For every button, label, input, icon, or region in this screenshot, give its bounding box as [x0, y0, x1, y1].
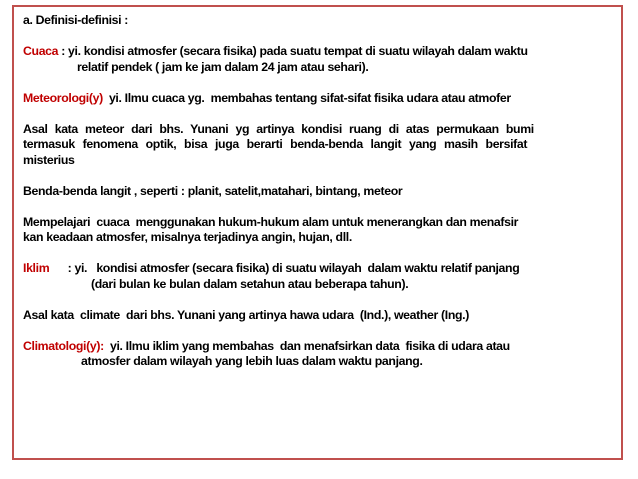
term-klimatologi: Climatologi(y): — [23, 338, 104, 353]
iklim-line1: : yi. kondisi atmosfer (secara fisika) di suatu wilayah dalam waktu relatif panjang — [49, 261, 520, 275]
slide-frame — [12, 5, 623, 460]
iklim-line2: (dari bulan ke bulan dalam setahun atau beberapa tahun). — [91, 276, 409, 291]
meteorologi-text: yi. Ilmu cuaca yg. membahas tentang sifat-sifat fisika udara atau atmofer — [102, 90, 511, 105]
mempelajari-line2: kan keadaan atmosfer, misalnya terjadinya angin, hujan, dll. — [23, 230, 352, 244]
cuaca-definition — [23, 44, 615, 60]
klimatologi-line1: yi. Ilmu iklim yang membahas dan menafsirkan data fisika di udara atau — [103, 338, 510, 353]
klimatologi-definition — [23, 339, 615, 355]
term-meteorologi: Meteorologi(y) — [23, 90, 103, 105]
cuaca-line1: : yi. kondisi atmosfer (secara fisika) pada suatu tempat di suatu wilayah dalam waktu — [58, 44, 528, 58]
section-heading: a. Definisi-definisi : — [23, 13, 129, 27]
iklim-definition — [23, 261, 615, 277]
mempelajari-line1: Mempelajari cuaca menggunakan hukum-hukum alam untuk menerangkan dan menafsir — [23, 214, 519, 229]
klimatologi-line2: atmosfer dalam wilayah yang lebih luas dalam waktu panjang. — [81, 354, 423, 368]
term-iklim: Iklim — [23, 261, 50, 275]
cuaca-line2: relatif pendek ( jam ke jam dalam 24 jam atau sehari). — [77, 59, 369, 74]
asal-meteor-line1: Asal kata meteor dari bhs. Yunani yg artinya kondisi ruang di atas permukaan bumi — [23, 121, 534, 136]
asal-meteor-line3: misterius — [23, 152, 75, 167]
benda-langit: Benda-benda langit , seperti : planit, satelit,matahari, bintang, meteor — [23, 183, 403, 198]
asal-climate: Asal kata climate dari bhs. Yunani yang artinya hawa udara (Ind.), weather (Ing.) — [23, 307, 469, 322]
term-cuaca: Cuaca — [23, 44, 59, 58]
meteorologi-definition — [23, 91, 615, 107]
asal-meteor-line2: termasuk fenomena optik, bisa juga berarti benda-benda langit yang masih bersifat — [23, 137, 528, 151]
slide-content — [23, 13, 615, 370]
